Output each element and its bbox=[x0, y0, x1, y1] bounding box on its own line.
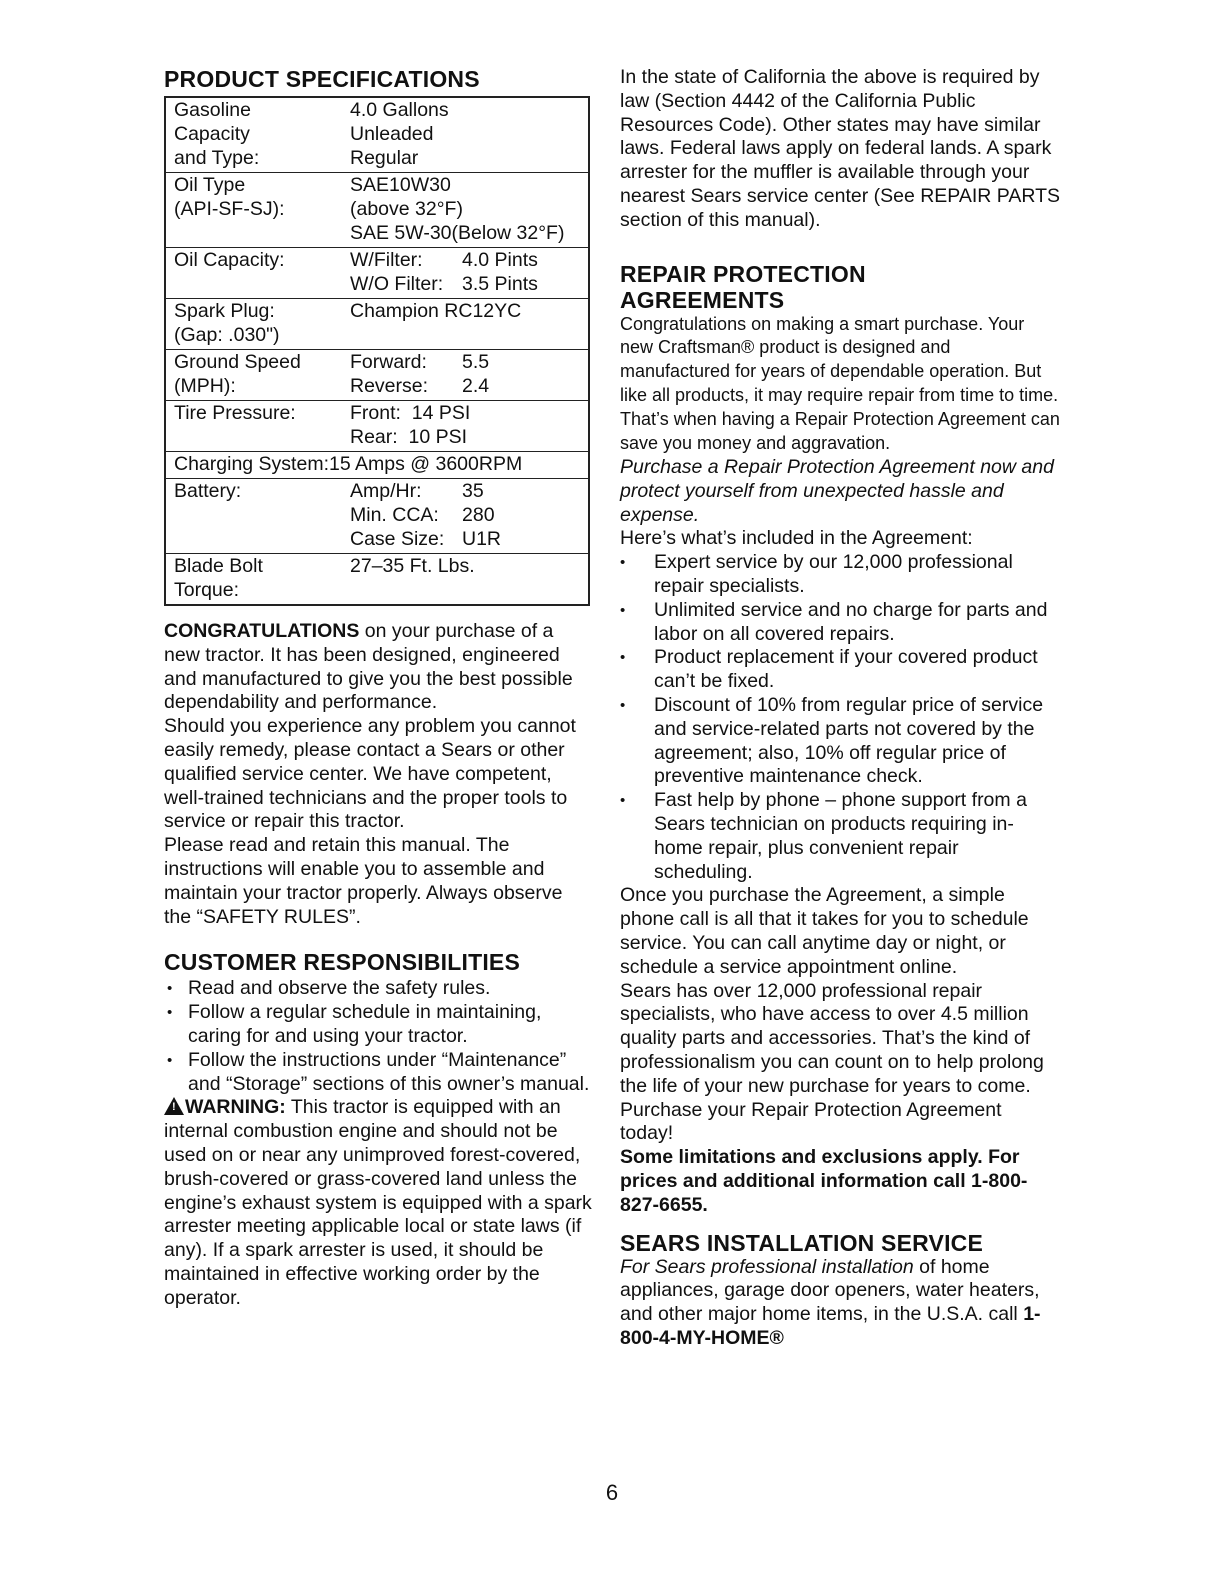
spec-pair bbox=[350, 350, 588, 374]
spec-label-line: Capacity bbox=[174, 123, 250, 145]
spec-pair bbox=[350, 527, 588, 551]
spec-label bbox=[165, 299, 342, 350]
spec-pair-key: Amp/Hr: bbox=[350, 480, 422, 502]
repair-list-item: • Expert service by our 12,000 professional repair specialists. bbox=[620, 551, 1060, 599]
spec-pair-key: W/O Filter: bbox=[350, 273, 444, 295]
repair-list-item: • Product replacement if your covered product can’t be fixed. bbox=[620, 646, 1060, 694]
customer-list-item: • Follow the instructions under “Maintenance” and “Storage” sections of this owner’s manual. bbox=[164, 1049, 594, 1097]
spec-row bbox=[165, 452, 589, 479]
spec-pair-value: 2.4 bbox=[462, 375, 490, 397]
spec-label-line: Torque: bbox=[174, 579, 240, 601]
spec-pair bbox=[350, 503, 588, 527]
repair-limitations: Some limitations and exclusions apply. For prices and additional information call 1-800-827-6655. bbox=[620, 1146, 1028, 1216]
spec-label-line: (Gap: .030") bbox=[174, 324, 280, 346]
warning-paragraph bbox=[164, 1096, 594, 1310]
spec-value-line: SAE10W30 bbox=[350, 174, 451, 196]
spec-label-line: (API-SF-SJ): bbox=[174, 198, 285, 220]
spec-row bbox=[165, 479, 589, 554]
spec-pair-key: Min. CCA: bbox=[350, 504, 439, 526]
spec-value-line: SAE 5W-30(Below 32°F) bbox=[350, 222, 565, 244]
congrats-paragraph: CONGRATULATIONS on your purchase of a new tractor. It has been designed, engineered and manufactured to give you the best possible dependability and performance. bbox=[164, 620, 573, 714]
spec-value bbox=[342, 248, 589, 299]
spec-label bbox=[165, 248, 342, 299]
spec-pair bbox=[350, 479, 588, 503]
specs-table bbox=[164, 96, 590, 606]
spec-label-line: Battery: bbox=[174, 480, 242, 502]
spec-row bbox=[165, 173, 589, 248]
install-heading: SEARS INSTALLATION SERVICE bbox=[620, 1229, 984, 1256]
spec-label bbox=[165, 173, 342, 248]
spec-value bbox=[342, 479, 589, 554]
spec-pair-value: 4.0 Pints bbox=[462, 249, 538, 271]
repair-once: Once you purchase the Agreement, a simple phone call is all that it takes for you to schedule service. You can call anytime day or night, or schedule a service appointment online. bbox=[620, 884, 1029, 978]
congrats-problem-paragraph: Should you experience any problem you cannot easily remedy, please contact a Sears or other qualified service center. We have competent, well-trained technicians and the proper tools to service or repair this tractor. bbox=[164, 715, 576, 833]
spec-row bbox=[165, 97, 589, 173]
spec-row bbox=[165, 401, 589, 452]
spec-value-line: 27–35 Ft. Lbs. bbox=[350, 555, 475, 577]
spec-value bbox=[342, 401, 589, 452]
spec-pair bbox=[350, 374, 588, 398]
spec-value bbox=[342, 554, 589, 606]
spec-value-line: Unleaded bbox=[350, 123, 434, 145]
spec-label bbox=[165, 401, 342, 452]
right-column bbox=[620, 66, 1060, 1351]
specs-heading: PRODUCT SPECIFICATIONS bbox=[164, 66, 480, 92]
spec-row bbox=[165, 554, 589, 606]
spec-label-line: (MPH): bbox=[174, 375, 236, 397]
customer-list-item: • Follow a regular schedule in maintaining, caring for and using your tractor. bbox=[164, 1001, 594, 1049]
spec-value bbox=[342, 173, 589, 248]
spec-value bbox=[342, 97, 589, 173]
spec-label-line: Spark Plug: bbox=[174, 300, 275, 322]
spec-label-line: Tire Pressure: bbox=[174, 402, 296, 424]
spec-pair-value: 280 bbox=[462, 504, 495, 526]
spec-value-line: 4.0 Gallons bbox=[350, 99, 449, 121]
spec-pair-key: W/Filter: bbox=[350, 249, 423, 271]
spec-label bbox=[165, 97, 342, 173]
repair-italic: Purchase a Repair Protection Agreement now and protect yourself from unexpected hassle and expense. bbox=[620, 456, 1054, 526]
spec-pair-key: Forward: bbox=[350, 351, 427, 373]
spec-label-line: and Type: bbox=[174, 147, 260, 169]
spec-row bbox=[165, 350, 589, 401]
spec-value-line: Champion RC12YC bbox=[350, 300, 522, 322]
spec-pair bbox=[350, 248, 588, 272]
repair-sears: Sears has over 12,000 professional repair specialists, who have access to over 4.5 million quality parts and accessories. That’s the kind of professionalism you can count on to help prolong the life of your new purchase for years to come. Purchase your Repair Protection Agreement today! bbox=[620, 979, 1044, 1145]
spec-pair bbox=[350, 272, 588, 296]
spec-label-line: Oil Type bbox=[174, 174, 246, 196]
spec-value-line: Rear: 10 PSI bbox=[350, 426, 468, 448]
repair-list-item: • Fast help by phone – phone support from a Sears technician on products requiring in-home repair, plus convenient repair scheduling. bbox=[620, 789, 1060, 884]
page-number: 6 bbox=[605, 1480, 619, 1505]
spec-value-line: (above 32°F) bbox=[350, 198, 463, 220]
spec-pair-key: Reverse: bbox=[350, 375, 429, 397]
customer-heading: CUSTOMER RESPONSIBILITIES bbox=[164, 949, 521, 976]
install-phone: 1-800-4-MY-HOME® bbox=[620, 1303, 1041, 1349]
spec-row bbox=[165, 248, 589, 299]
warning-label: WARNING: bbox=[185, 1096, 286, 1119]
congrats-lead: CONGRATULATIONS bbox=[164, 620, 360, 642]
spec-value bbox=[342, 350, 589, 401]
spec-value-line: Front: 14 PSI bbox=[350, 402, 471, 424]
repair-list-item: • Unlimited service and no charge for parts and labor on all covered repairs. bbox=[620, 599, 1060, 647]
repair-included: Here’s what’s included in the Agreement: bbox=[620, 527, 973, 550]
spec-value bbox=[342, 299, 589, 350]
congrats-manual-paragraph: Please read and retain this manual. The instructions will enable you to assemble and maintain your tractor properly. Always observe the “SAFETY RULES”. bbox=[164, 834, 563, 928]
warning-triangle-icon: ! bbox=[164, 1097, 184, 1115]
left-column bbox=[164, 66, 594, 1311]
spec-pair-value: 35 bbox=[462, 480, 484, 502]
customer-list bbox=[164, 977, 594, 1096]
repair-intro: Congratulations on making a smart purchase. Your new Craftsman® product is designed and manufactured for years of dependable operation. But like all products, it may require repair from time to time. That’s when having a Repair Protection Agreement can save you money and aggravation. bbox=[620, 313, 1060, 454]
spec-pair-key: Case Size: bbox=[350, 528, 445, 550]
spec-pair-value: 3.5 Pints bbox=[462, 273, 538, 295]
california-paragraph: In the state of California the above is required by law (Section 4442 of the California Public Resources Code). Other states may have similar laws. Federal laws apply on federal lands. A spark arrester for the muffler is available through your nearest Sears service center (See REPAIR PARTS section of this manual). bbox=[620, 66, 1061, 231]
spec-label-line: Gasoline bbox=[174, 99, 251, 121]
repair-list bbox=[620, 551, 1060, 884]
install-paragraph: For Sears professional installation of home appliances, garage door openers, water heaters, and other major home items, in the U.S.A. call 1-800-4-MY-HOME® bbox=[620, 1255, 1041, 1349]
spec-row bbox=[165, 299, 589, 350]
spec-label-line: Ground Speed bbox=[174, 351, 301, 373]
spec-pair-value: 5.5 bbox=[462, 351, 490, 373]
customer-list-item: • Read and observe the safety rules. bbox=[164, 977, 594, 1001]
spec-label-line: Blade Bolt bbox=[174, 555, 263, 577]
spec-label bbox=[165, 479, 342, 554]
repair-heading: REPAIR PROTECTION AGREEMENTS bbox=[620, 260, 866, 313]
repair-list-item: • Discount of 10% from regular price of service and service-related parts not covered by the agreement; also, 10% off regular price of preventive maintenance check. bbox=[620, 694, 1060, 789]
spec-label bbox=[165, 554, 342, 606]
spec-pair-value: U1R bbox=[462, 528, 502, 550]
spec-value-line: Regular bbox=[350, 147, 419, 169]
spec-full: Charging System:15 Amps @ 3600RPM bbox=[174, 453, 523, 475]
spec-label bbox=[165, 350, 342, 401]
warning-text: This tractor is equipped with an internal combustion engine and should not be used on or near any unimproved forest-covered, brush-covered or grass-covered land unless the engine’s exhaust system is equipped with a spark arrester meeting applicable local or state laws (if any). If a spark arrester is used, it should be maintained in effective working order by the operator. bbox=[164, 1096, 592, 1309]
spec-label-line: Oil Capacity: bbox=[174, 249, 285, 271]
